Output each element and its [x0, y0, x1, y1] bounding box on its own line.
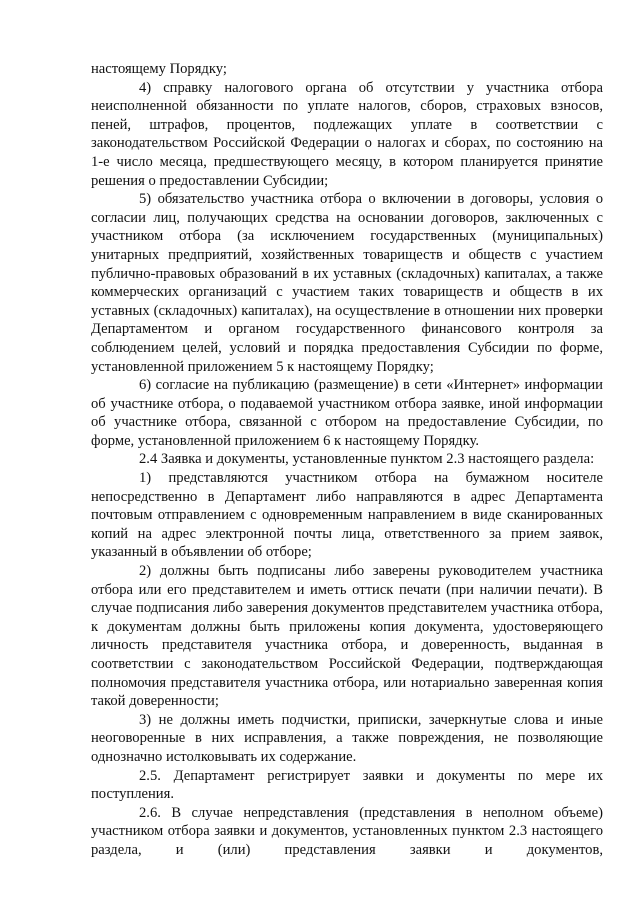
paragraph-2-4-item-1: 1) представляются участником отбора на бумажном носителе непосредственно в Департамент либо направляются в адрес Департамента почтовым отправлением с одновременным направлением в виде сканированных копий на адрес электронной почты лица, ответственного за прием заявок, указанный в объявлении об отборе; — [91, 470, 603, 561]
paragraph-section-2-5: 2.5. Департамент регистрирует заявки и документы по мере их поступления. — [91, 767, 603, 803]
paragraph-item-4-tax-certificate: 4) справку налогового органа об отсутствии у участника отбора неисполненной обязанности по уплате налогов, сборов, страховых взносов, пеней, штрафов, процентов, подлежащих уплате в соответствии с законодательством Российской Федерации о налогах и сборах, по состоянию на 1-е число месяца, предшествующего месяцу, в котором планируется принятие решения о предоставлении Субсидии; — [91, 79, 603, 189]
paragraph-2-4-item-2: 2) должны быть подписаны либо заверены руководителем участника отбора или его представителем и иметь оттиск печати (при наличии печати). В случае подписания либо заверения документов представителем участника отбора, к документам должны быть приложены копия документа, удостоверяющего личность представителя участника отбора, и доверенность, выданная в соответствии с законодательством Российской Федерации, подтверждающая полномочия представителя участника отбора, или нотариально заверенная копия такой доверенности; — [91, 563, 603, 710]
paragraph-item-5-obligation: 5) обязательство участника отбора о включении в договоры, условия о согласии лиц, получающих средства на основании договоров, заключенных с участником отбора (за исключением государственных (муниципальных) унитарных предприятий, хозяйственных товариществ и обществ с участием публично-правовых образований в их уставных (складочных) капиталах, а также коммерческих организаций с участием таких товариществ и обществ в их уставных (складочных) капиталах), на осуществление в отношении них проверки Департаментом и органом государственного финансового контроля за соблюдением целей, условий и порядка предоставления Субсидии по форме, установленной приложением 5 к настоящему Порядку; — [91, 191, 603, 375]
paragraph-section-2-4: 2.4 Заявка и документы, установленные пунктом 2.3 настоящего раздела: — [139, 451, 595, 468]
paragraph-2-4-item-3: 3) не должны иметь подчистки, приписки, зачеркнутые слова и иные неоговоренные в них исправления, а также повреждения, не позволяющие однозначно истолковывать их содержание. — [91, 711, 603, 765]
document-page — [91, 60, 603, 860]
paragraph-item-6-consent: 6) согласие на публикацию (размещение) в сети «Интернет» информации об участнике отбора, о подаваемой участником отбора заявке, иной информации об участнике отбора, связанной с отбором на предоставление Субсидии, по форме, установленной приложением 6 к настоящему Порядку. — [91, 377, 603, 449]
paragraph-continuation: настоящему Порядку; — [91, 61, 227, 77]
paragraph-section-2-6: 2.6. В случае непредставления (представления в неполном объеме) участником отбора заявки и документов, установленных пунктом 2.3 настоящего раздела, и (или) представления заявки и документов, — [91, 804, 603, 858]
